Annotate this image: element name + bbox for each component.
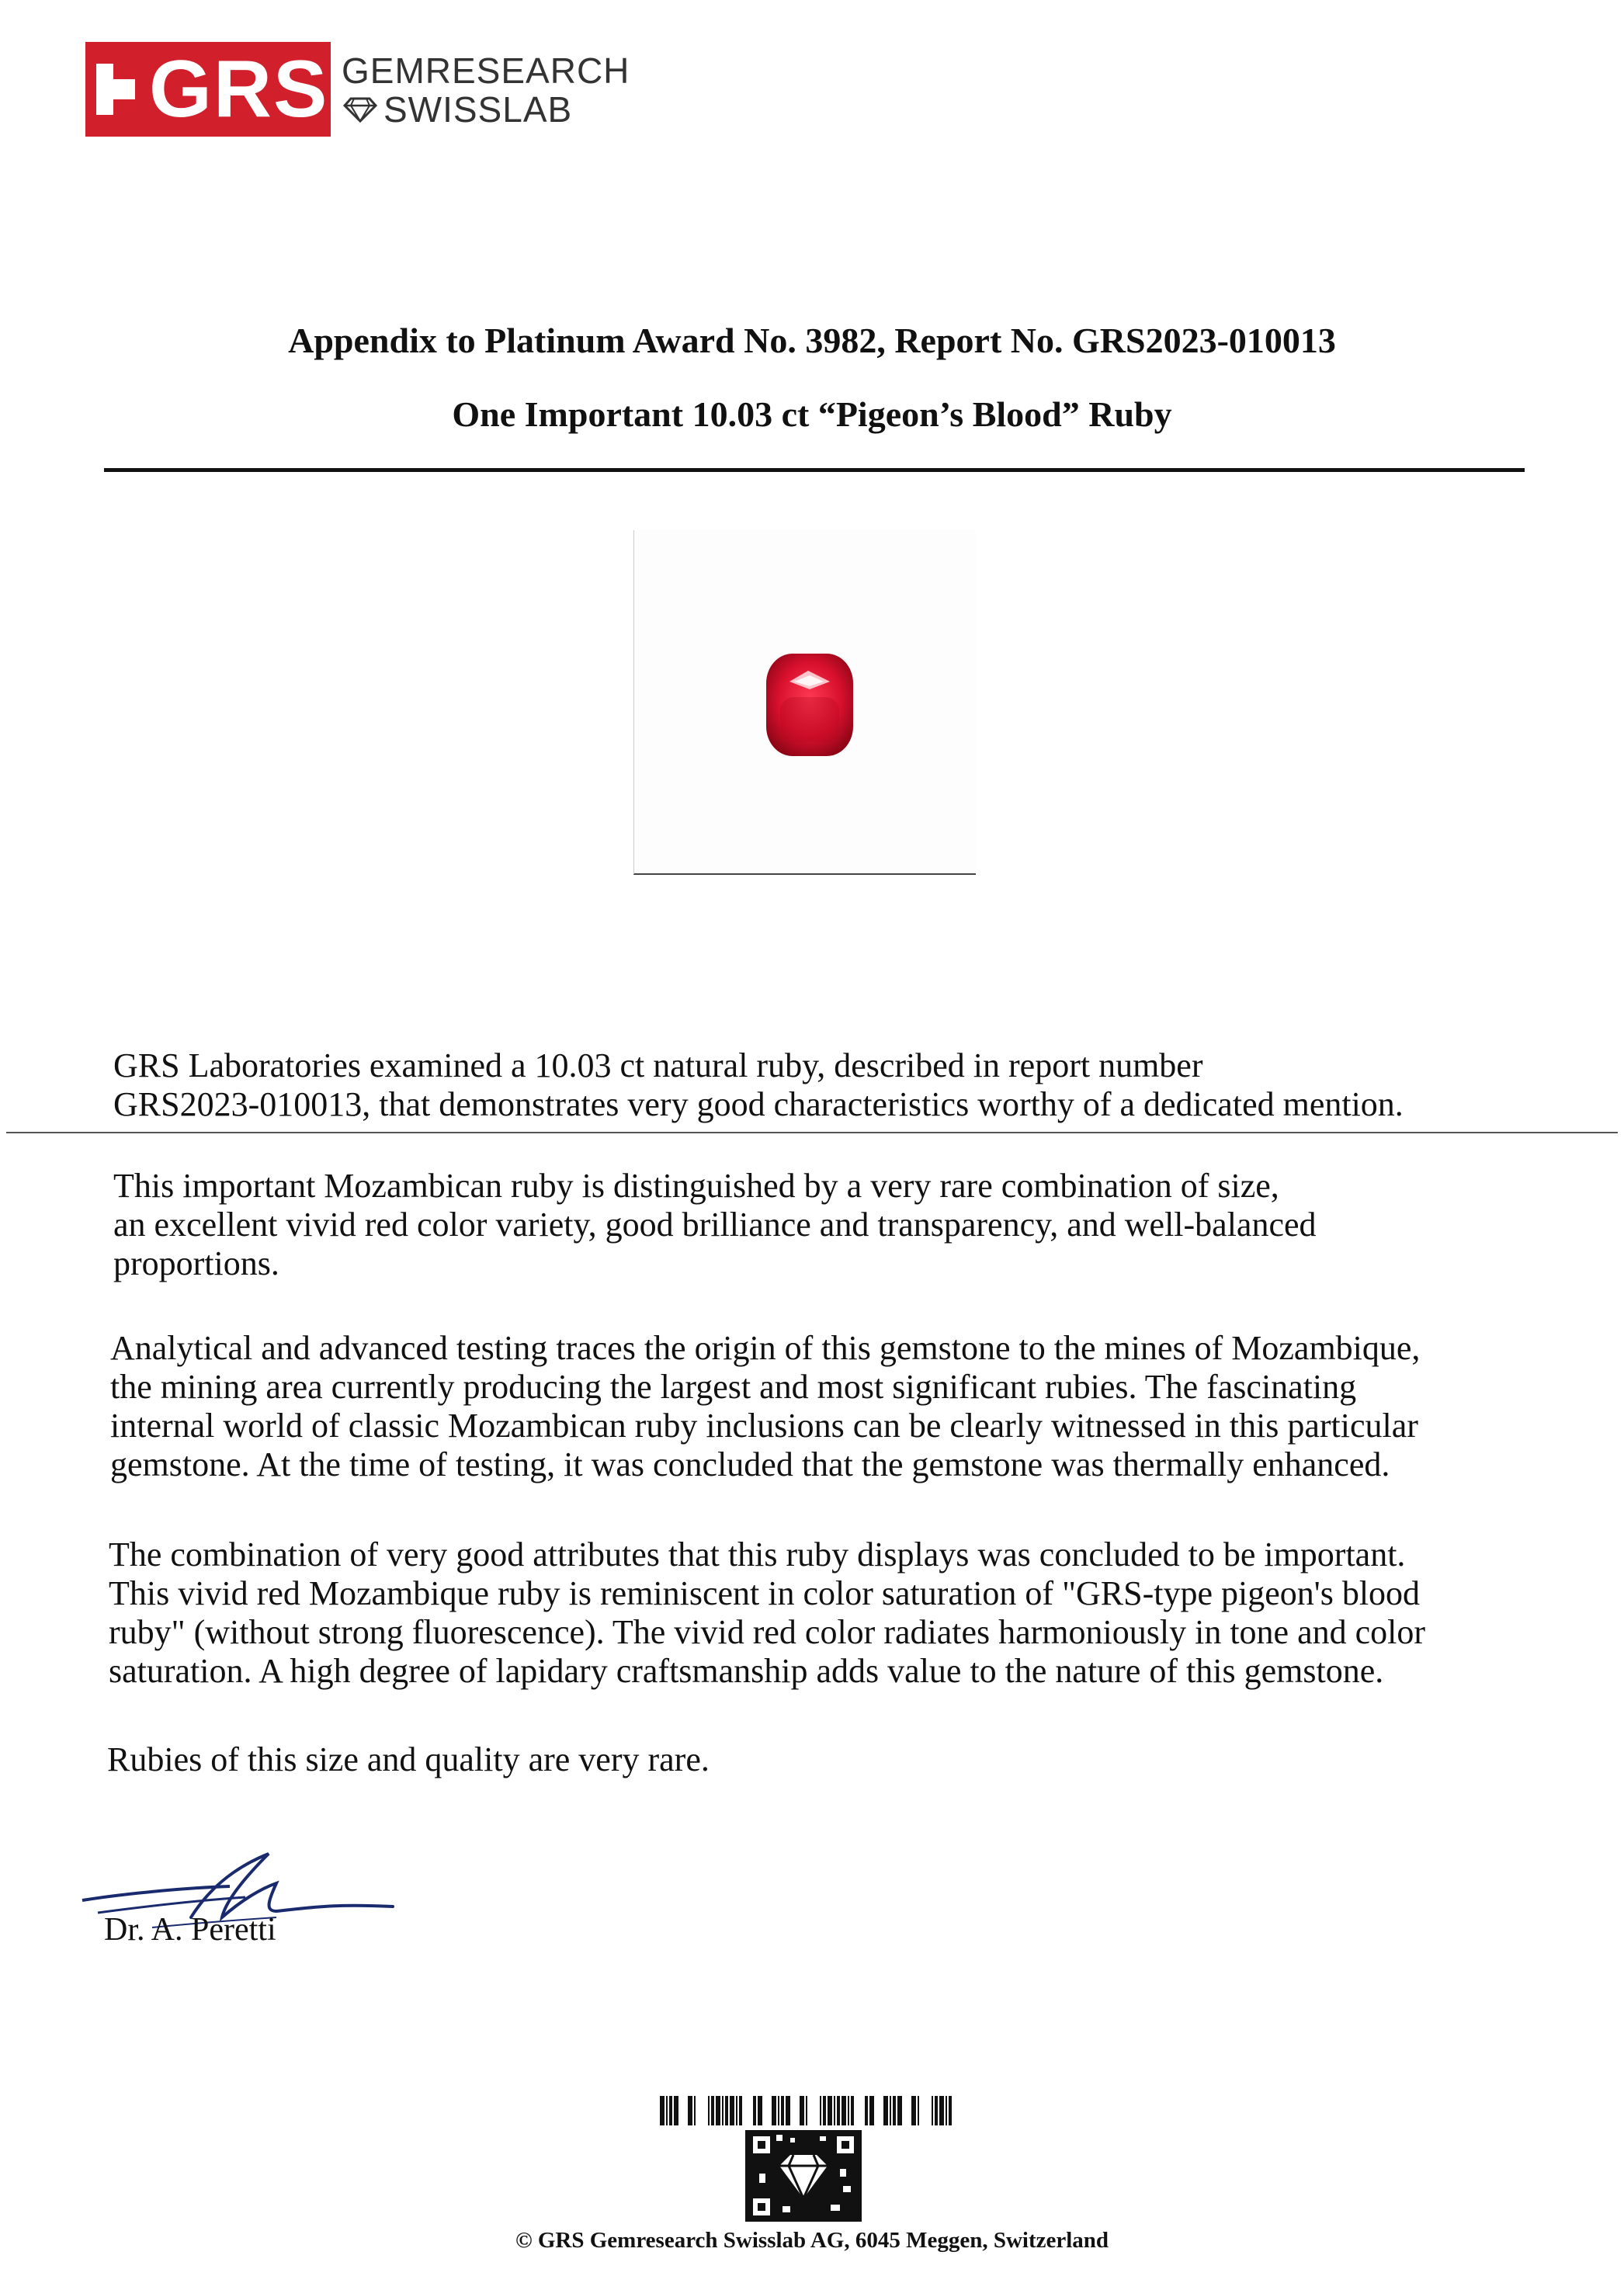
text-line: gemstone. At the time of testing, it was concluded that the gemstone was thermally enhanced. [110,1445,1390,1483]
barcode-bars [660,2096,955,2125]
barcode [660,2096,955,2125]
text-line: ruby" (without strong fluorescence). The vivid red color radiates harmoniously in tone and color [109,1613,1426,1651]
logo-badge [85,42,331,137]
logo-wordmark [342,51,630,129]
text-line: internal world of classic Mozambican ruby inclusions can be clearly witnessed in this particular [110,1407,1418,1445]
gem-photo [633,530,976,875]
paragraph-description [113,1167,1511,1283]
swiss-cross-icon [96,56,143,123]
paragraph-conclusion [107,1740,1504,1779]
text-line: This vivid red Mozambique ruby is reminiscent in color saturation of "GRS-type pigeon's blood [109,1574,1421,1612]
paragraph-attributes [109,1535,1506,1691]
section-divider [6,1132,1618,1133]
diamond-icon [342,96,379,123]
text-line: the mining area currently producing the largest and most significant rubies. The fascinating [110,1368,1357,1406]
title-divider [104,468,1525,472]
text-line: Analytical and advanced testing traces the origin of this gemstone to the mines of Mozambique, [110,1329,1421,1367]
logo-line-2: SWISSLAB [383,89,573,130]
text-line: proportions. [113,1244,279,1282]
text-line: GRS Laboratories examined a 10.03 ct natural ruby, described in report number [113,1046,1203,1084]
text-line: saturation. A high degree of lapidary craftsmanship adds value to the nature of this gemstone. [109,1652,1384,1690]
qr-seal-icon [745,2130,862,2222]
paragraph-origin [110,1329,1508,1484]
paragraph-intro [113,1046,1511,1124]
footer-copyright: © GRS Gemresearch Swisslab AG, 6045 Meggen, Switzerland [515,2228,1109,2253]
signer-name: Dr. A. Peretti [104,1912,276,1948]
document-subtitle: One Important 10.03 ct “Pigeon’s Blood” Ruby [452,394,1172,434]
logo-line-1: GEMRESEARCH [342,50,630,91]
text-line: an excellent vivid red color variety, good brilliance and transparency, and well-balanced [113,1206,1317,1244]
logo-mark: GRS [149,44,329,134]
logo-line-2-row [342,90,630,129]
text-line: Rubies of this size and quality are very rare. [107,1740,710,1778]
text-line: This important Mozambican ruby is distinguished by a very rare combination of size, [113,1167,1279,1205]
document-title: Appendix to Platinum Award No. 3982, Report No. GRS2023-010013 [288,321,1336,360]
text-line: The combination of very good attributes that this ruby displays was concluded to be important. [109,1535,1406,1574]
text-line: GRS2023-010013, that demonstrates very good characteristics worthy of a dedicated mention. [113,1085,1404,1123]
ruby-cushion-icon [763,651,856,759]
